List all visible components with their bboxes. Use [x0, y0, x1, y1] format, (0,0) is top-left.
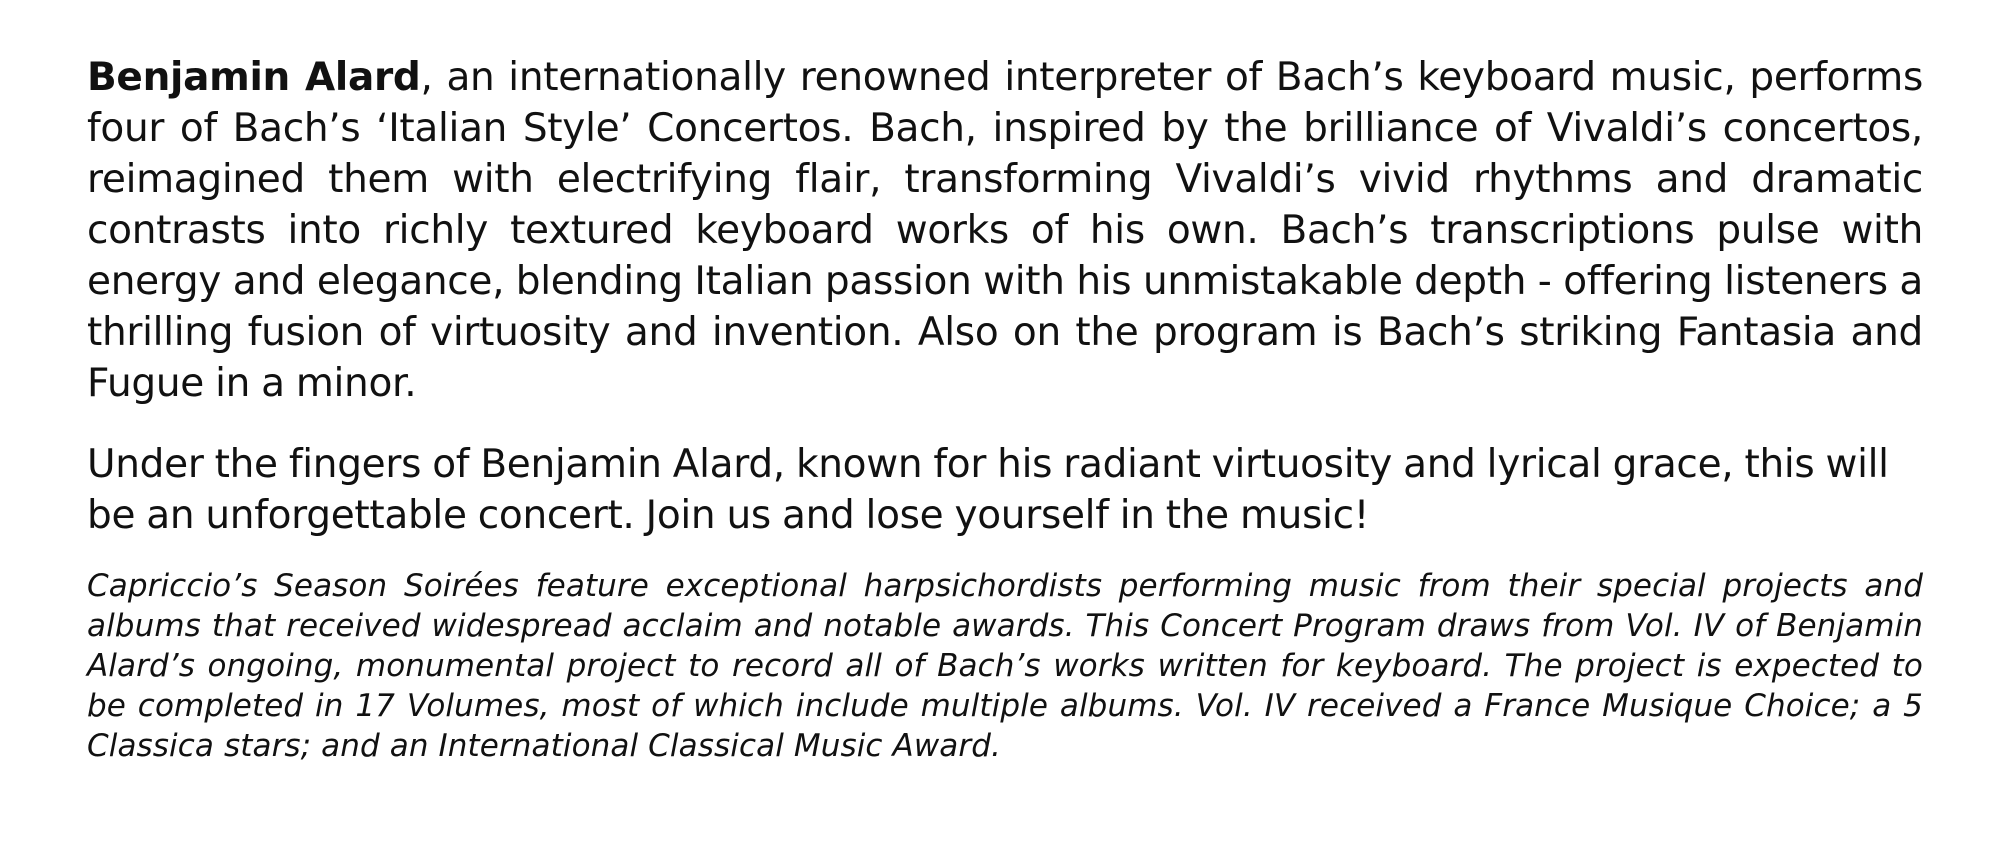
intro-paragraph-text: , an internationally renowned interpreter of Bach’s keyboard music, performs four of Bach’s ‘Italian Style’ Concertos. Bach, inspired by the brilliance of Vivaldi’s concertos, reimagined them with electrifying flair, transforming Vivaldi’s vivid rhythms and dramatic contrasts into richly textured keyboard works of his own. Bach’s transcriptions pulse with energy and elegance, blending Italian passion with his unmistakable depth - offering listeners a thrilling fusion of virtuosity and invention. Also on the program is Bach’s striking Fantasia and Fugue in a minor. — [87, 55, 1923, 406]
intro-paragraph — [87, 52, 1923, 409]
season-soirees-note: Capriccio’s Season Soirées feature exceptional harpsichordists performing music from their special projects and albums that received widespread acclaim and notable awards. This Concert Program draws from Vol. IV of Benjamin Alard’s ongoing, monumental project to record all of Bach’s works written for keyboard. The project is expected to be completed in 17 Volumes, most of which include multiple albums. Vol. IV received a France Musique Choice; a 5 Classica stars; and an International Classical Music Award. — [87, 568, 1923, 764]
concert-description — [87, 52, 1923, 766]
closing-paragraph: Under the fingers of Benjamin Alard, known for his radiant virtuosity and lyrical grace, this will be an unforgettable concert. Join us and lose yourself in the music! — [87, 442, 1889, 538]
artist-name: Benjamin Alard — [87, 55, 421, 100]
